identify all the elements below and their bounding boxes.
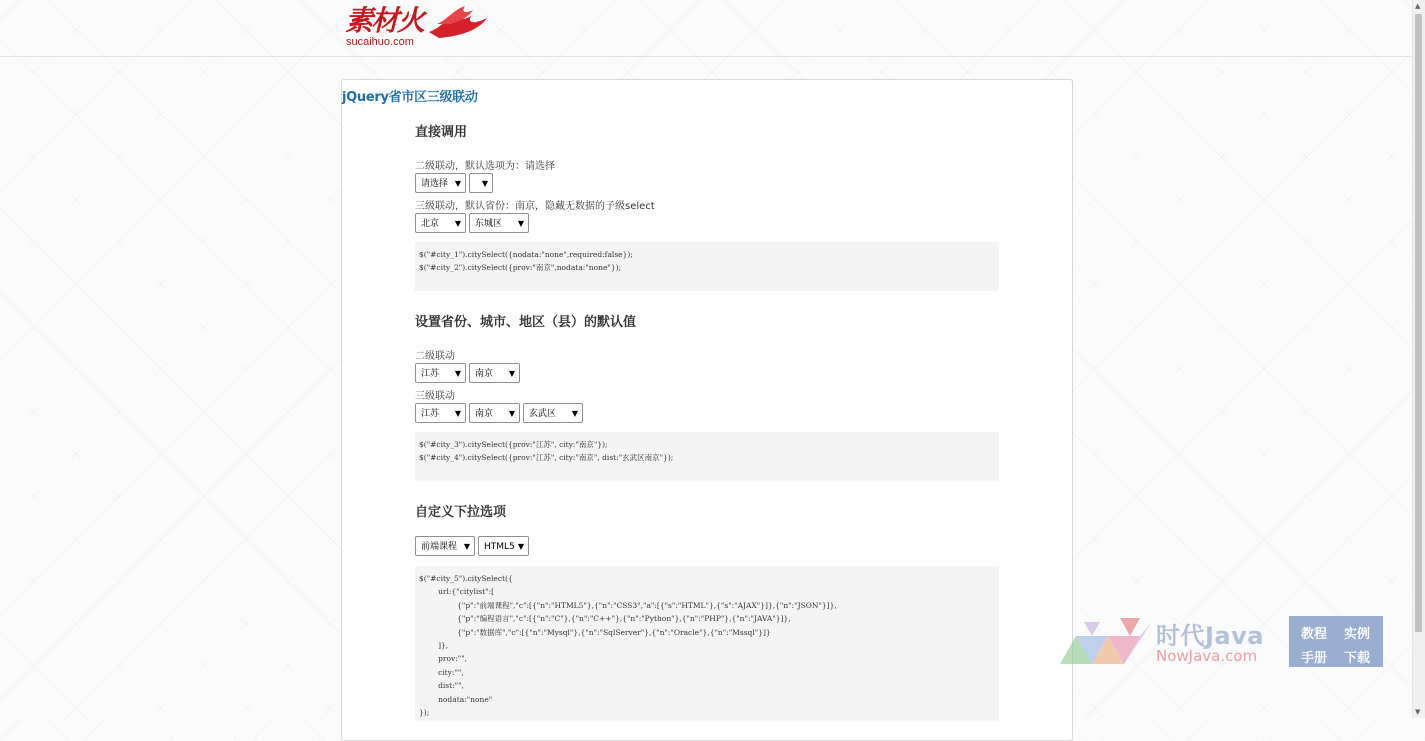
watermark-link-box <box>1289 616 1383 667</box>
category-select[interactable] <box>415 536 475 556</box>
link-tutorial[interactable]: 教程 <box>1301 627 1328 642</box>
code-block-custom-options: $("#city_5").citySelect({ url:{"citylist":[ {"p":"前端课程","c":[{"n":"HTML5"},{"n":"CSS3","a":[{"s":"HTML"},{"s":"AJAX"}]},{"n":"JSON"}]}, {"p":"编程语言","c":[{"n":"C"},{"n":"C++"},{"n":"Python"},{"n":"PHP"},{"n":"JAVA"}]}, {"p":"数据库","c":[{"n":"Mysql"},{"n":"SqlServer"},{"n":"Oracle"},{"n":"Mssql"}]} ]}, prov:"", city:"", dist:"", nodata:"none" }); <box>415 566 999 721</box>
site-header <box>0 0 1413 57</box>
chevron-down-icon: ▼ <box>454 409 461 418</box>
select-value: 北京 <box>421 219 440 229</box>
label-two-level: 二级联动 <box>415 351 455 362</box>
flame-icon <box>427 2 491 42</box>
chevron-down-icon: ▼ <box>454 369 461 378</box>
logo-domain: sucaihuo.com <box>346 36 414 48</box>
chevron-down-icon: ▼ <box>454 219 461 228</box>
scroll-up-icon[interactable]: ▲ <box>1415 2 1421 10</box>
label-two-level-default: 二级联动，默认选项为：请选择 <box>415 161 555 172</box>
select-value: 玄武区 <box>529 409 557 419</box>
city-select-1 <box>415 173 493 195</box>
district-select[interactable] <box>523 403 583 423</box>
logo-text: 素材火 <box>345 4 424 37</box>
chevron-down-icon: ▼ <box>517 542 524 551</box>
demo-panel <box>341 79 1073 741</box>
label-three-level: 三级联动 <box>415 391 455 402</box>
select-value: 东城区 <box>475 219 503 229</box>
select-value: 江苏 <box>421 369 440 379</box>
scrollbar-thumb[interactable] <box>1415 14 1422 632</box>
city-select[interactable] <box>469 173 493 193</box>
province-select[interactable] <box>415 363 466 383</box>
link-download[interactable]: 下载 <box>1344 651 1371 666</box>
select-value: 前端课程 <box>421 542 458 552</box>
province-select[interactable] <box>415 403 466 423</box>
scroll-down-icon[interactable]: ▼ <box>1415 708 1421 716</box>
select-value: 南京 <box>475 409 494 419</box>
select-value: HTML5 <box>484 542 515 552</box>
link-examples[interactable]: 实例 <box>1344 627 1371 642</box>
province-select[interactable] <box>415 173 466 193</box>
city-select[interactable] <box>469 363 520 383</box>
select-value: 请选择 <box>421 179 449 189</box>
district-select[interactable] <box>469 213 529 233</box>
label-three-level-default: 三级联动，默认省份：南京，隐藏无数据的子级select <box>415 201 655 212</box>
select-value: 江苏 <box>421 409 440 419</box>
section-heading-direct-call: 直接调用 <box>415 125 468 140</box>
city-select-3 <box>415 363 520 385</box>
chevron-down-icon: ▼ <box>463 542 470 551</box>
watermark-nowjava[interactable] <box>1060 612 1385 670</box>
watermark-title: 时代Java <box>1156 622 1264 650</box>
province-select[interactable] <box>415 213 466 233</box>
chevron-down-icon: ▼ <box>571 409 578 418</box>
code-block-defaults: $("#city_3").citySelect({prov:"江苏", city:"南京"}); $("#city_4").citySelect({prov:"江苏", city:"南京", dist:"玄武区南京"}); <box>415 432 999 481</box>
link-manual[interactable]: 手册 <box>1301 651 1328 666</box>
chevron-down-icon: ▼ <box>508 369 515 378</box>
select-value: 南京 <box>475 369 494 379</box>
panel-title: jQuery省市区三级联动 <box>342 90 478 105</box>
city-select-2 <box>415 213 529 235</box>
city-select-5 <box>415 536 529 558</box>
city-select-4 <box>415 403 583 425</box>
course-select[interactable] <box>478 536 529 556</box>
triangle-logo-icon <box>1060 618 1152 666</box>
vertical-scrollbar[interactable] <box>1412 0 1425 718</box>
chevron-down-icon: ▼ <box>517 219 524 228</box>
watermark-url: NowJava.com <box>1156 647 1258 665</box>
chevron-down-icon: ▼ <box>508 409 515 418</box>
chevron-down-icon: ▼ <box>454 179 461 188</box>
chevron-down-icon: ▼ <box>481 179 488 188</box>
section-heading-custom-options: 自定义下拉选项 <box>415 505 507 520</box>
city-select[interactable] <box>469 403 520 423</box>
section-heading-defaults: 设置省份、城市、地区（县）的默认值 <box>415 315 637 330</box>
site-logo[interactable] <box>345 2 495 52</box>
code-block-direct-call: $("#city_1").citySelect({nodata:"none",required:false}); $("#city_2").citySelect({prov:"南京",nodata:"none"}); <box>415 242 999 291</box>
